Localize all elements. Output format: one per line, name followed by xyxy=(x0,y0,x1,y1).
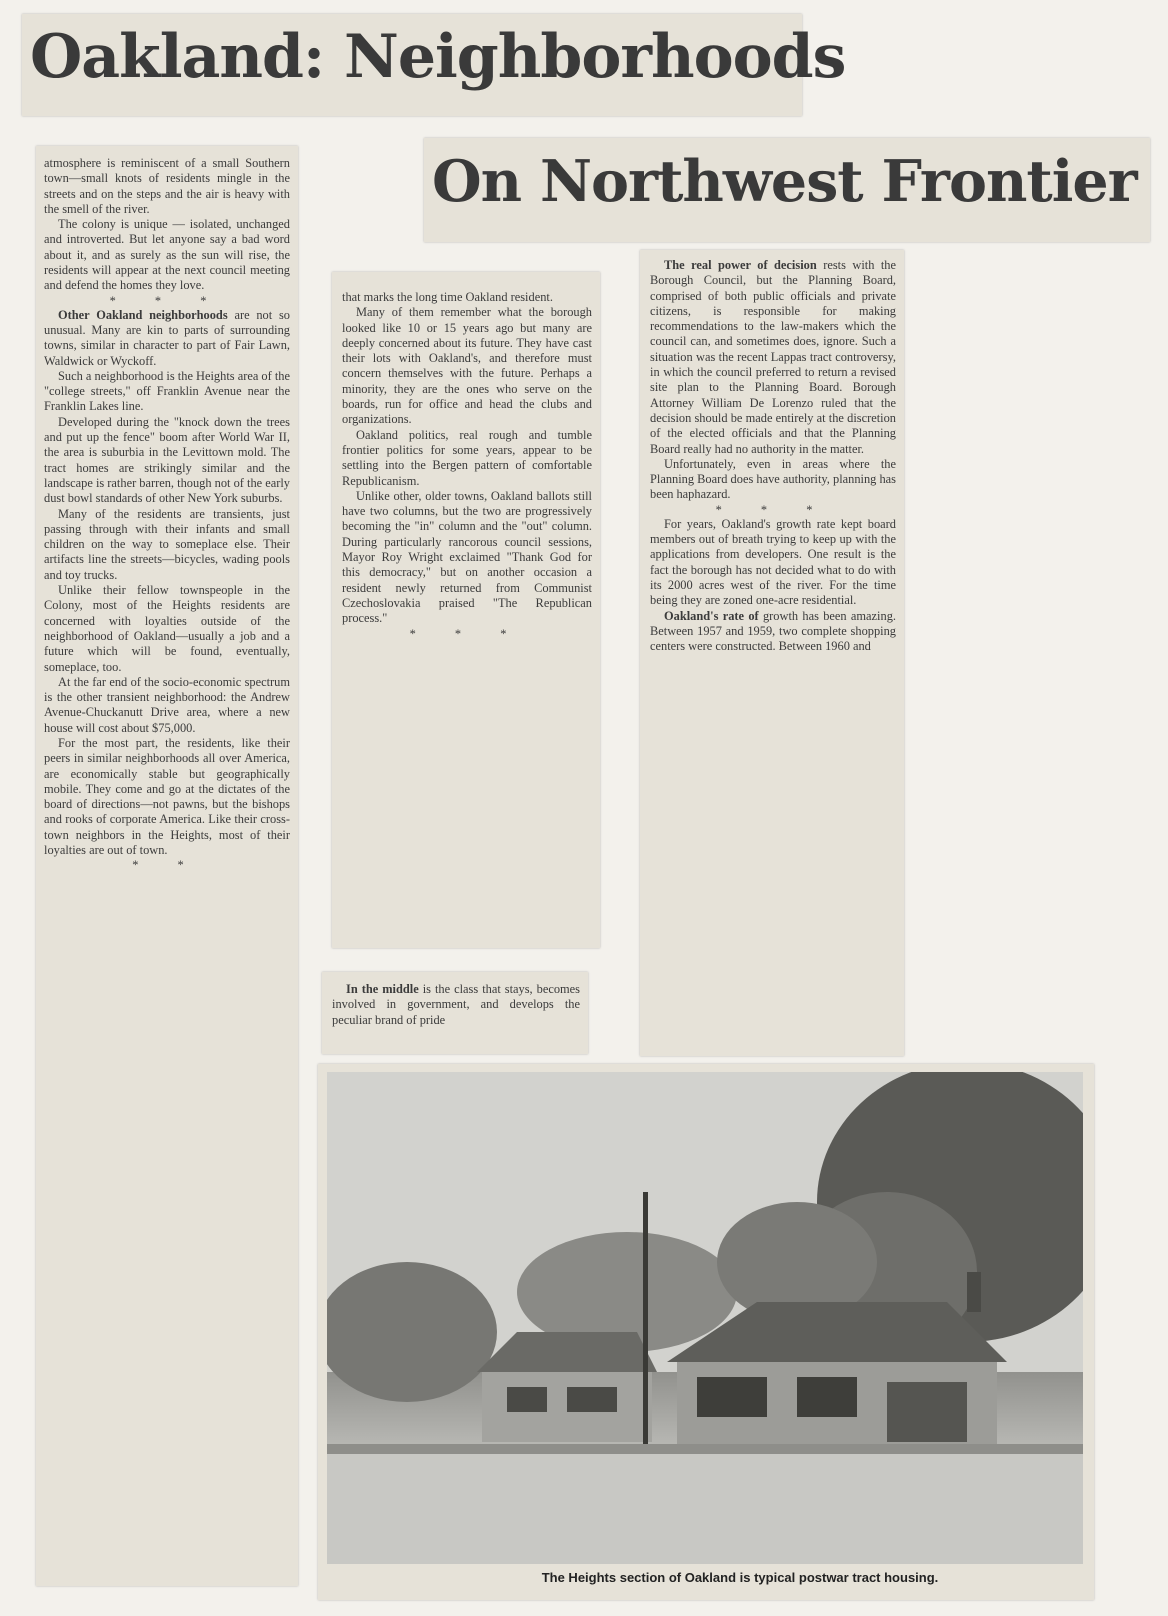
col1-paragraph: At the far end of the socio-economic spectrum is the other transient neighborhood: the Andrew Avenue-Chuckanutt Drive area, where a new house will cost about $75,000. xyxy=(44,674,290,735)
column-2 xyxy=(342,290,592,641)
col3-paragraph: The real power of decision rests with the Borough Council, but the Planning Board, comprised of both public officials and private citizens, is responsible for making recommendations to the law-makers which the council can, and sometimes does, ignore. Such a situation was the recent Lappas tract controversy, in which the council preferred to return a revised site plan to the Planning Board. Borough Attorney William De Lorenzo ruled that the decision should be made entirely at the discretion of the elected officials and that the Planning Board really had no authority in the matter. xyxy=(650,258,896,456)
column-3 xyxy=(650,258,896,654)
col1-paragraph: The colony is unique — isolated, unchanged and introverted. But let anyone say a bad word about it, and as surely as the sun will rise, the residents will appear at the next council meeting and defend the homes they love. xyxy=(44,217,290,293)
section-break: * * * xyxy=(109,293,225,308)
photo-illustration xyxy=(327,1072,1083,1564)
col1-paragraph: Many of the residents are transients, just passing through with their infants and small children on the way to someplace else. Their artifacts line the streets—bicycles, wading pools and toy trucks. xyxy=(44,506,290,582)
col2-paragraph: Oakland politics, real rough and tumble frontier politics for some years, appear to be settling into the Bergen pattern of comfortable Republicanism. xyxy=(342,427,592,488)
lead-in: Oakland's rate of xyxy=(664,608,759,623)
col3-paragraph: For years, Oakland's growth rate kept board members out of breath trying to keep up with the applications from developers. One result is the fact the borough has not decided what to do with its 2000 acres west of the river. For the time being they are zoned one-acre residential. xyxy=(650,516,896,608)
photo-caption: The Heights section of Oakland is typical postwar tract housing. xyxy=(541,1570,939,1585)
section-break: * * * xyxy=(715,502,831,517)
col3-paragraph: Oakland's rate of growth has been amazing. Between 1957 and 1959, two complete shopping centers were constructed. Between 1960 and xyxy=(650,608,896,654)
col1-paragraph: Unlike their fellow townspeople in the Colony, most of the Heights residents are concerned with loyalties outside of the neighborhood of Oakland—usually a job and a future which will be found, eventually, someplace, too. xyxy=(44,583,290,674)
col2-paragraph: Unlike other, older towns, Oakland ballots still have two columns, but the two are progressively becoming the "in" column and the "out" column. During particularly rancorous council sessions, Mayor Roy Wright exclaimed "Thank God for this democracy," but on another occasion a resident newly returned from Communist Czechoslovakia praised "The Republican process." xyxy=(342,488,592,626)
col1-paragraph: Other Oakland neighborhoods are not so unusual. Many are kin to parts of surrounding towns, similar in character to part of Fair Lawn, Waldwick or Wyckoff. xyxy=(44,307,290,368)
col1-paragraph: Such a neighborhood is the Heights area of the "college streets," off Franklin Avenue near the Franklin Lakes line. xyxy=(44,368,290,414)
tract-housing-photo xyxy=(327,1072,1083,1564)
lead-in: The real power of decision xyxy=(664,258,817,272)
column-2b xyxy=(332,982,580,1028)
col2b-paragraph: In the middle is the class that stays, becomes involved in government, and develops the peculiar brand of pride xyxy=(332,982,580,1027)
lead-in: Other Oakland neighborhoods xyxy=(58,307,228,322)
section-break: * * xyxy=(132,858,202,873)
col1-paragraph: Developed during the "knock down the trees and put up the fence" boom after World War II, the area is suburbia in the Levittown mold. The tract homes are strikingly similar and the landscape is rather barren, though not of the early dust bowl standards of other New York suburbs. xyxy=(44,414,290,506)
section-break: * * * xyxy=(409,626,525,641)
col3-paragraph: Unfortunately, even in areas where the Planning Board does have authority, planning has been haphazard. xyxy=(650,456,896,502)
col2-paragraph: that marks the long time Oakland resident. xyxy=(342,290,553,304)
headline-2: On Northwest Frontier xyxy=(432,148,1137,215)
col1-paragraph: For the most part, the residents, like their peers in similar neighborhoods all over America, are economically stable but geographically mobile. They come and go at the dictates of the board of directions—not pawns, but the bishops and rooks of corporate America. Like their cross-town neighbors in the Heights, most of their loyalties are out of town. xyxy=(44,735,290,858)
col2-paragraph: Many of them remember what the borough looked like 10 or 15 years ago but many are deeply concerned about its future. They have cast their lots with Oakland's, and therefore must concern themselves with the future. Perhaps a minority, they are the ones who serve on the boards, run for office and head the clubs and organizations. xyxy=(342,305,592,427)
lead-in: In the middle xyxy=(346,982,419,996)
column-1 xyxy=(44,156,290,872)
col1-paragraph: atmosphere is reminiscent of a small Southern town—small knots of residents mingle in the streets and on the steps and the air is heavy with the smell of the river. xyxy=(44,156,290,216)
headline-1: Oakland: Neighborhoods xyxy=(30,22,846,92)
